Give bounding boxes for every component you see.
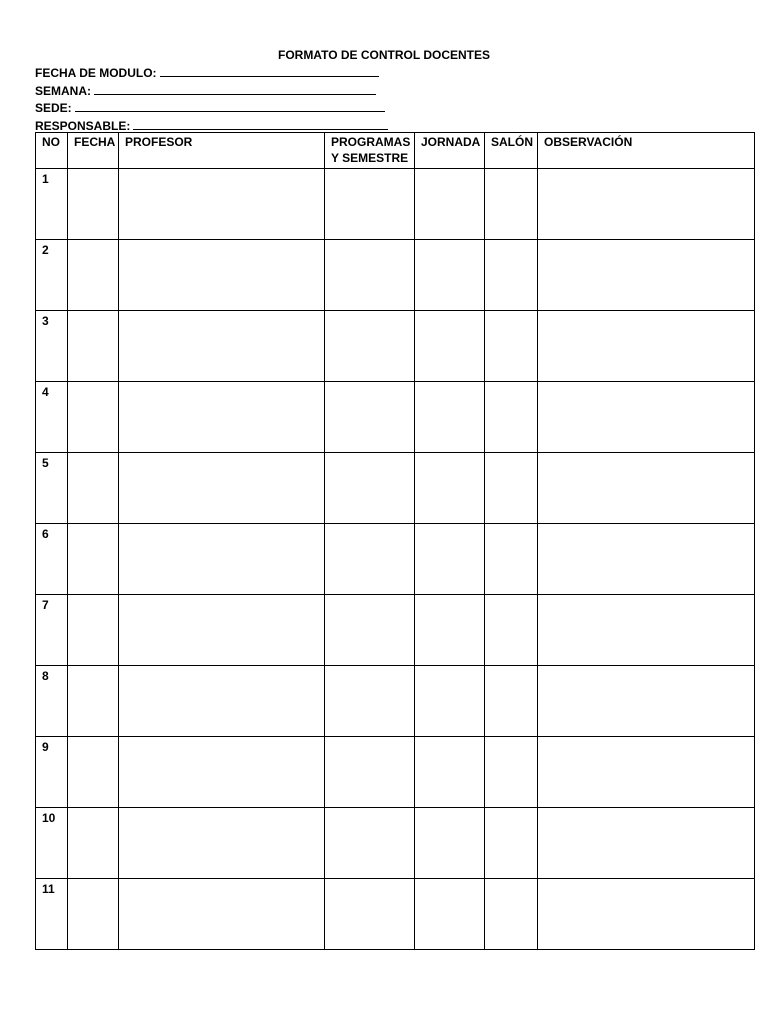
row-number: 8 <box>36 666 68 737</box>
row-number: 2 <box>36 240 68 311</box>
row-number: 3 <box>36 311 68 382</box>
observacion-cell[interactable] <box>538 453 755 524</box>
programas-cell[interactable] <box>325 808 415 879</box>
profesor-cell[interactable] <box>119 737 325 808</box>
page-title: FORMATO DE CONTROL DOCENTES <box>277 48 490 62</box>
sede-blank[interactable] <box>75 99 385 112</box>
fecha-cell[interactable] <box>68 879 119 950</box>
jornada-cell[interactable] <box>415 311 485 382</box>
header-observacion: OBSERVACIÓN <box>538 133 755 169</box>
profesor-cell[interactable] <box>119 524 325 595</box>
profesor-cell[interactable] <box>119 453 325 524</box>
jornada-cell[interactable] <box>415 169 485 240</box>
header-programas-line2: Y SEMESTRE <box>331 151 409 165</box>
observacion-cell[interactable] <box>538 524 755 595</box>
field-fecha-de-modulo <box>35 64 395 82</box>
table-row <box>36 666 755 737</box>
programas-cell[interactable] <box>325 169 415 240</box>
observacion-cell[interactable] <box>538 666 755 737</box>
jornada-cell[interactable] <box>415 240 485 311</box>
table-row <box>36 382 755 453</box>
jornada-cell[interactable] <box>415 737 485 808</box>
profesor-cell[interactable] <box>119 169 325 240</box>
table-row <box>36 808 755 879</box>
header-programas-line1: PROGRAMAS <box>331 135 411 149</box>
observacion-cell[interactable] <box>538 595 755 666</box>
field-label: FECHA DE MODULO: <box>35 66 157 80</box>
programas-cell[interactable] <box>325 879 415 950</box>
fecha-de-modulo-blank[interactable] <box>160 64 379 77</box>
row-number: 11 <box>36 879 68 950</box>
salon-cell[interactable] <box>485 240 538 311</box>
fecha-cell[interactable] <box>68 737 119 808</box>
row-number: 1 <box>36 169 68 240</box>
salon-cell[interactable] <box>485 666 538 737</box>
programas-cell[interactable] <box>325 453 415 524</box>
table-row <box>36 595 755 666</box>
fecha-cell[interactable] <box>68 808 119 879</box>
header-fecha: FECHA <box>68 133 119 169</box>
field-sede <box>35 99 395 117</box>
observacion-cell[interactable] <box>538 240 755 311</box>
programas-cell[interactable] <box>325 666 415 737</box>
fecha-cell[interactable] <box>68 240 119 311</box>
jornada-cell[interactable] <box>415 524 485 595</box>
salon-cell[interactable] <box>485 169 538 240</box>
jornada-cell[interactable] <box>415 453 485 524</box>
programas-cell[interactable] <box>325 240 415 311</box>
row-number: 6 <box>36 524 68 595</box>
observacion-cell[interactable] <box>538 311 755 382</box>
table-row <box>36 879 755 950</box>
salon-cell[interactable] <box>485 879 538 950</box>
responsable-blank[interactable] <box>133 117 388 130</box>
table-row <box>36 524 755 595</box>
profesor-cell[interactable] <box>119 311 325 382</box>
semana-blank[interactable] <box>94 82 376 95</box>
programas-cell[interactable] <box>325 524 415 595</box>
profesor-cell[interactable] <box>119 879 325 950</box>
row-number: 10 <box>36 808 68 879</box>
table-body <box>36 169 755 950</box>
salon-cell[interactable] <box>485 808 538 879</box>
table-row <box>36 737 755 808</box>
salon-cell[interactable] <box>485 737 538 808</box>
header-fields <box>35 64 395 134</box>
programas-cell[interactable] <box>325 311 415 382</box>
programas-cell[interactable] <box>325 382 415 453</box>
salon-cell[interactable] <box>485 595 538 666</box>
header-profesor: PROFESOR <box>119 133 325 169</box>
field-label: SEMANA: <box>35 83 91 98</box>
salon-cell[interactable] <box>485 311 538 382</box>
profesor-cell[interactable] <box>119 808 325 879</box>
jornada-cell[interactable] <box>415 382 485 453</box>
jornada-cell[interactable] <box>415 808 485 879</box>
profesor-cell[interactable] <box>119 595 325 666</box>
observacion-cell[interactable] <box>538 879 755 950</box>
observacion-cell[interactable] <box>538 808 755 879</box>
salon-cell[interactable] <box>485 524 538 595</box>
observacion-cell[interactable] <box>538 169 755 240</box>
jornada-cell[interactable] <box>415 879 485 950</box>
table-row <box>36 311 755 382</box>
salon-cell[interactable] <box>485 453 538 524</box>
table-header-row <box>36 133 755 169</box>
field-label: RESPONSABLE: <box>35 118 131 133</box>
table-row <box>36 169 755 240</box>
row-number: 9 <box>36 737 68 808</box>
control-table <box>35 132 755 950</box>
fecha-cell[interactable] <box>68 666 119 737</box>
field-label: SEDE: <box>35 101 72 116</box>
profesor-cell[interactable] <box>119 666 325 737</box>
fecha-cell[interactable] <box>68 524 119 595</box>
row-number: 4 <box>36 382 68 453</box>
row-number: 7 <box>36 595 68 666</box>
table-row <box>36 453 755 524</box>
programas-cell[interactable] <box>325 595 415 666</box>
table-row <box>36 240 755 311</box>
fecha-cell[interactable] <box>68 595 119 666</box>
row-number: 5 <box>36 453 68 524</box>
jornada-cell[interactable] <box>415 595 485 666</box>
observacion-cell[interactable] <box>538 382 755 453</box>
fecha-cell[interactable] <box>68 453 119 524</box>
profesor-cell[interactable] <box>119 240 325 311</box>
programas-cell[interactable] <box>325 737 415 808</box>
field-semana <box>35 82 395 100</box>
fecha-cell[interactable] <box>68 311 119 382</box>
fecha-cell[interactable] <box>68 382 119 453</box>
header-salon: SALÓN <box>485 133 538 169</box>
header-programas-y-semestre <box>325 133 415 169</box>
header-no: NO <box>36 133 68 169</box>
header-jornada: JORNADA <box>415 133 485 169</box>
salon-cell[interactable] <box>485 382 538 453</box>
profesor-cell[interactable] <box>119 382 325 453</box>
fecha-cell[interactable] <box>68 169 119 240</box>
observacion-cell[interactable] <box>538 737 755 808</box>
jornada-cell[interactable] <box>415 666 485 737</box>
